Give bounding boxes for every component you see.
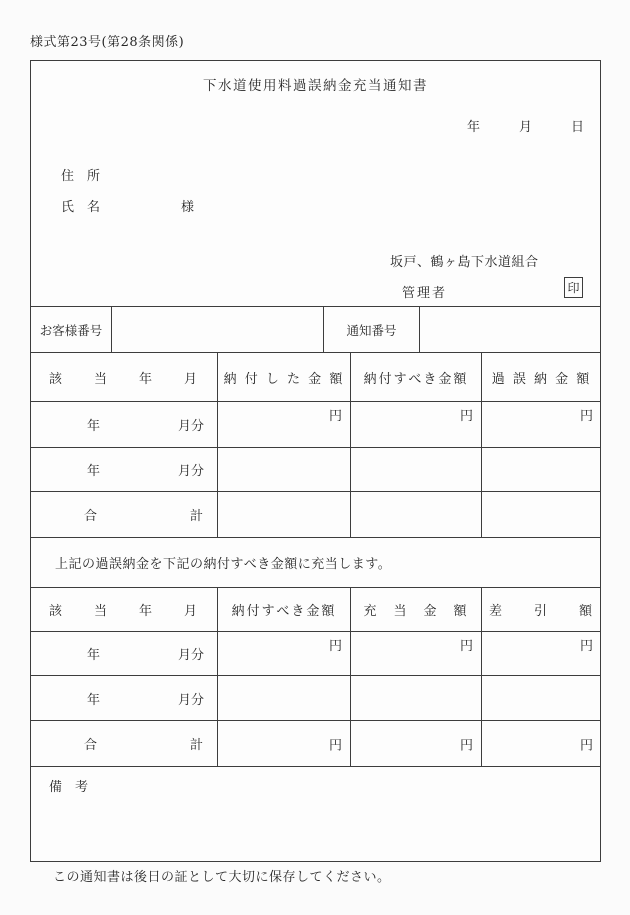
year-label: 年	[87, 419, 101, 434]
year-label: 年	[87, 648, 101, 663]
t1-header-period: 該 当 年 月	[31, 352, 217, 401]
t2-header-applied: 充 当 金 額	[350, 587, 481, 631]
appropriation-note: 上記の過誤納金を下記の納付すべき金額に充当します。	[31, 537, 600, 587]
issuer-organization: 坂戸、鶴ヶ島下水道組合	[390, 255, 539, 270]
total-label-right: 計	[189, 509, 203, 524]
t2-row1-balance-cell	[481, 631, 601, 675]
name-label: 氏 名	[61, 200, 101, 215]
t2-total-label	[31, 720, 217, 766]
yen-unit: 円	[459, 639, 473, 654]
t2-header-balance: 差 引 額	[481, 587, 601, 631]
number-row	[31, 306, 600, 352]
t1-row2-payable-cell	[350, 447, 481, 491]
form-title: 下水道使用料過誤納金充当通知書	[203, 78, 428, 94]
remarks-section	[31, 766, 600, 863]
t1-total-overpayment-cell	[481, 491, 601, 537]
issue-date-line	[467, 116, 584, 135]
t2-row2-balance-cell	[481, 675, 601, 720]
t1-total-label	[31, 491, 217, 537]
month-label: 月分	[177, 464, 204, 479]
month-label: 月分	[177, 648, 204, 663]
t1-row1-paid-cell	[217, 401, 350, 447]
yen-unit: 円	[579, 738, 593, 753]
honorific-label: 様	[181, 200, 195, 215]
t2-header-payable: 納付すべき金額	[217, 587, 350, 631]
t2-row2-payable-cell	[217, 675, 350, 720]
yen-unit: 円	[328, 639, 342, 654]
t1-header-overpayment: 過 誤 納 金 額	[481, 352, 601, 401]
t2-row2-applied-cell	[350, 675, 481, 720]
t2-total-balance-cell	[481, 720, 601, 766]
notice-number-label: 通知番号	[323, 307, 419, 352]
t1-row1-payable-cell	[350, 401, 481, 447]
form-header-section	[31, 61, 600, 306]
total-label-left: 合	[84, 509, 98, 524]
yen-unit: 円	[459, 409, 473, 424]
t1-row1-overpayment-cell	[481, 401, 601, 447]
yen-unit: 円	[579, 639, 593, 654]
t1-total-payable-cell	[350, 491, 481, 537]
appropriation-table	[31, 587, 600, 766]
form-number: 様式第23号(第28条関係)	[30, 35, 185, 50]
t2-row1-period	[31, 631, 217, 675]
customer-number-label: お客様番号	[39, 322, 103, 338]
t1-header-payable: 納付すべき金額	[350, 352, 481, 401]
month-label: 月分	[177, 419, 204, 434]
total-label-left: 合	[84, 738, 98, 753]
t2-row1-applied-cell	[350, 631, 481, 675]
total-label-right: 計	[189, 738, 203, 753]
year-label: 年	[87, 692, 101, 708]
t2-row2-period	[31, 675, 217, 720]
overpayment-table	[31, 352, 600, 537]
footer-note: この通知書は後日の証として大切に保存してください。	[53, 870, 391, 885]
month-label: 月分	[177, 692, 204, 708]
remarks-label: 備 考	[49, 780, 89, 795]
date-month-label: 月	[518, 120, 532, 135]
yen-unit: 円	[328, 738, 342, 753]
yen-unit: 円	[579, 409, 593, 424]
t1-total-paid-cell	[217, 491, 350, 537]
address-label: 住 所	[61, 169, 101, 184]
yen-unit: 円	[459, 738, 473, 753]
t1-row2-paid-cell	[217, 447, 350, 491]
seal-box	[564, 277, 583, 298]
t1-row2-period	[31, 447, 217, 491]
yen-unit: 円	[328, 409, 342, 424]
customer-number-field	[111, 307, 323, 352]
date-year-label: 年	[466, 120, 480, 135]
manager-label: 管理者	[402, 286, 448, 301]
date-day-label: 日	[570, 120, 584, 135]
t2-total-applied-cell	[350, 720, 481, 766]
t1-row2-overpayment-cell	[481, 447, 601, 491]
t2-row1-payable-cell	[217, 631, 350, 675]
year-label: 年	[87, 464, 101, 479]
t2-header-period: 該 当 年 月	[31, 587, 217, 631]
t1-row1-period	[31, 401, 217, 447]
t2-total-payable-cell	[217, 720, 350, 766]
seal-label: 印	[567, 281, 580, 295]
notice-number-field	[419, 307, 600, 352]
form-border-box	[30, 60, 601, 862]
t1-header-paid: 納 付 し た 金 額	[217, 352, 350, 401]
